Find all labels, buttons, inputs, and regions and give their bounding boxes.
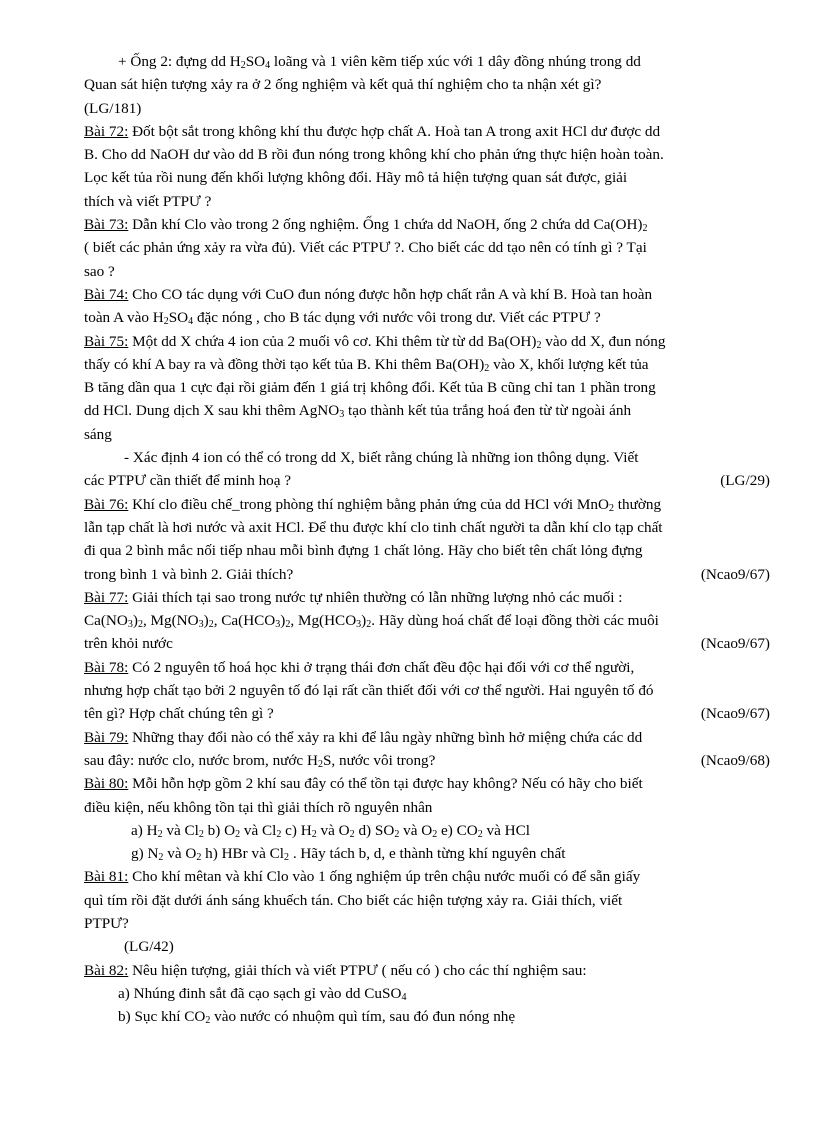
exercise-label: Bài 73: — [84, 216, 129, 234]
text-line — [84, 50, 770, 73]
text-run: (LG/42) — [124, 938, 174, 956]
exercise-label: Bài 81: — [84, 868, 129, 886]
text-line — [84, 190, 770, 213]
text-run: Giải thích tại sao trong nước tự nhiên thường có lẫn những lượng nhỏ các muối : — [128, 588, 623, 606]
text-line — [84, 609, 770, 632]
subscript: 2 — [484, 362, 490, 374]
text-run: g) N — [131, 845, 159, 863]
exercise-label: Bài 74: — [84, 285, 129, 303]
text-run: b) O — [203, 821, 236, 839]
exercise-heading-line — [84, 213, 770, 236]
source-reference: (LG/29) — [720, 472, 770, 490]
exercise-label: Bài 77: — [84, 588, 129, 606]
text-line — [84, 819, 770, 842]
source-reference: (Ncao9/67) — [700, 565, 770, 583]
text-run: đặc nóng , cho B tác dụng với nước vôi trong dư. Viết các PTPƯ ? — [193, 309, 601, 327]
subscript: 2 — [349, 828, 355, 840]
text-run: d) SO — [354, 821, 395, 839]
text-run: - Xác định 4 ion có thể có trong dd X, biết rằng chúng là những ion thông dụng. Viết — [124, 449, 639, 467]
document-body — [84, 50, 770, 1028]
subscript: 3 — [198, 619, 204, 631]
subscript: 2 — [642, 223, 648, 235]
text-run: nhưng hợp chất tạo bởi 2 nguyên tố đó lại rất cần thiết đối với cơ thể người. Hai nguyên tố đó — [84, 682, 654, 700]
text-run: S, nước vôi trong? — [322, 751, 436, 769]
subscript: 3 — [127, 619, 133, 631]
exercise-heading-line — [84, 120, 770, 143]
text-line — [84, 376, 770, 399]
text-run: vào X, khối lượng kết tủa — [489, 355, 649, 373]
source-reference: (Ncao9/67) — [700, 635, 770, 653]
exercise-label: Bài 78: — [84, 658, 129, 676]
text-run: và O — [316, 821, 350, 839]
text-run: vào dd X, đun nóng — [541, 332, 666, 350]
text-line — [84, 353, 770, 376]
text-line — [84, 889, 770, 912]
text-run: và O — [163, 845, 197, 863]
text-run: Cho khí mêtan và khí Clo vào 1 ống nghiệm úp trên chậu nước muối có để sẵn giấy — [128, 868, 641, 886]
text-line — [84, 260, 770, 283]
source-reference: (Ncao9/68) — [700, 751, 770, 769]
text-line — [84, 469, 770, 492]
text-run: . Hãy dùng hoá chất để loại đồng thời các muôi — [371, 612, 659, 630]
subscript: 4 — [265, 60, 271, 71]
subscript: 2 — [394, 828, 400, 840]
text-line — [84, 399, 770, 422]
text-run: và O — [399, 821, 433, 839]
text-run: Khí clo điều chế_trong phòng thí nghiệm bằng phản ứng của dd HCl với MnO — [128, 495, 609, 513]
exercise-label: Bài 72: — [84, 122, 129, 140]
text-run: Nêu hiện tượng, giải thích và viết PTPƯ ( nếu có ) cho các thí nghiệm sau: — [128, 961, 587, 979]
text-run: Quan sát hiện tượng xảy ra ở 2 ống nghiệm và kết quả thí nghiệm cho ta nhận xét gì? — [84, 76, 602, 94]
exercise-heading-line — [84, 586, 770, 609]
exercise-label: Bài 76: — [84, 495, 129, 513]
text-line — [84, 236, 770, 259]
text-line — [84, 563, 770, 586]
text-run: c) H — [281, 821, 312, 839]
subscript: 2 — [208, 619, 214, 631]
text-line — [84, 702, 770, 725]
text-line — [84, 842, 770, 865]
exercise-heading-line — [84, 330, 770, 353]
text-run: trên khỏi nước — [84, 635, 173, 653]
text-run: + Ống 2: đựng dd H — [118, 53, 241, 70]
text-run: , Mg(HCO — [290, 612, 357, 630]
text-line — [84, 796, 770, 819]
text-run: tên gì? Hợp chất chúng tên gì ? — [84, 705, 274, 723]
exercise-heading-line — [84, 772, 770, 795]
text-run: và Cl — [240, 821, 277, 839]
text-run: thích và viết PTPƯ ? — [84, 192, 212, 210]
text-line — [84, 679, 770, 702]
text-line — [84, 423, 770, 446]
text-run: thấy có khí A bay ra và đồng thời tạo kết tủa B. Khi thêm Ba(OH) — [84, 355, 485, 373]
subscript: 4 — [401, 991, 407, 1003]
exercise-label: Bài 80: — [84, 775, 129, 793]
text-line — [84, 516, 770, 539]
text-line — [84, 1005, 770, 1028]
subscript: 2 — [608, 502, 614, 514]
subscript: 3 — [356, 619, 362, 631]
text-run: và HCl — [482, 821, 530, 839]
text-run: h) HBr và Cl — [201, 845, 285, 863]
subscript: 2 — [198, 828, 204, 840]
subscript: 2 — [163, 316, 169, 328]
subscript: 2 — [432, 828, 438, 840]
text-run: ) — [361, 612, 367, 630]
subscript: 3 — [275, 619, 281, 631]
text-run: . Hãy tách b, d, e thành từng khí nguyên chất — [289, 845, 566, 863]
exercise-label: Bài 82: — [84, 961, 129, 979]
subscript: 2 — [477, 828, 483, 840]
text-line — [84, 982, 770, 1005]
text-run: điều kiện, nếu không tồn tại thì giải thích rõ nguyên nhân — [84, 798, 433, 816]
text-run: Ca(NO — [84, 612, 128, 630]
text-line — [84, 73, 770, 96]
subscript: 2 — [196, 852, 202, 864]
text-line — [84, 97, 770, 120]
source-reference: (Ncao9/67) — [700, 705, 770, 723]
subscript: 2 — [276, 828, 282, 840]
exercise-heading-line — [84, 726, 770, 749]
exercise-label: Bài 75: — [84, 332, 129, 350]
subscript: 3 — [339, 409, 345, 421]
subscript: 2 — [536, 339, 542, 351]
text-run: ) — [132, 612, 138, 630]
exercise-label: Bài 79: — [84, 728, 129, 746]
text-run: Dẫn khí Clo vào trong 2 ống nghiệm. Ống 1 chứa dd NaOH, ống 2 chứa dd Ca(OH) — [128, 216, 643, 234]
subscript: 4 — [188, 316, 194, 328]
text-run: e) CO — [437, 821, 478, 839]
text-line — [84, 143, 770, 166]
exercise-heading-line — [84, 493, 770, 516]
text-run: sao ? — [84, 262, 115, 280]
text-line — [84, 749, 770, 772]
subscript: 2 — [285, 619, 291, 631]
text-line — [84, 446, 770, 469]
text-run: (LG/181) — [84, 99, 142, 117]
text-line — [84, 539, 770, 562]
text-run: PTPƯ? — [84, 914, 129, 932]
text-run: B tăng dần qua 1 cực đại rồi giảm đến 1 giá trị không đổi. Kết tủa B cũng chỉ tan 1 phần trong — [84, 379, 656, 397]
text-run: Có 2 nguyên tố hoá học khi ở trạng thái đơn chất đều độc hại đối với cơ thể người, — [128, 658, 635, 676]
subscript: 2 — [137, 619, 143, 631]
subscript: 2 — [311, 828, 317, 840]
text-run: B. Cho dd NaOH dư vào dd B rồi đun nóng trong không khí cho phản ứng thực hiện hoàn toàn. — [84, 146, 664, 164]
text-run: sau đây: nước clo, nước brom, nước H — [84, 751, 318, 769]
text-line — [84, 935, 770, 958]
text-run: sáng — [84, 425, 112, 443]
subscript: 2 — [157, 828, 163, 840]
text-run: trong bình 1 và bình 2. Giải thích? — [84, 565, 294, 583]
subscript: 2 — [240, 60, 246, 71]
text-run: , Mg(NO — [142, 612, 199, 630]
text-run: vào nước có nhuộm quì tím, sau đó đun nóng nhẹ — [210, 1008, 516, 1026]
subscript: 2 — [284, 852, 290, 864]
exercise-heading-line — [84, 283, 770, 306]
text-run: ) — [280, 612, 286, 630]
exercise-heading-line — [84, 865, 770, 888]
subscript: 2 — [235, 828, 241, 840]
text-run: và Cl — [162, 821, 199, 839]
text-run: , Ca(HCO — [213, 612, 276, 630]
text-run: SO — [245, 53, 266, 70]
text-line — [84, 166, 770, 189]
text-line — [84, 306, 770, 329]
text-line — [84, 912, 770, 935]
text-run: Cho CO tác dụng với CuO đun nóng được hỗn hợp chất rắn A và khí B. Hoà tan hoàn — [128, 285, 653, 303]
text-run: ) — [203, 612, 209, 630]
text-run: a) Nhúng đinh sắt đã cạo sạch gỉ vào dd CuSO — [118, 984, 402, 1002]
text-run: dd HCl. Dung dịch X sau khi thêm AgNO — [84, 402, 340, 420]
text-run: thường — [613, 495, 662, 513]
subscript: 2 — [205, 1015, 211, 1027]
text-run: a) H — [131, 821, 158, 839]
text-run: ( biết các phản ứng xảy ra vừa đủ). Viết các PTPƯ ?. Cho biết các dd tạo nên có tính gì ? Tại — [84, 239, 647, 257]
subscript: 2 — [366, 619, 372, 631]
exercise-heading-line — [84, 959, 770, 982]
text-run: b) Sục khí CO — [118, 1008, 206, 1026]
text-run: lẫn tạp chất là hơi nước và axit HCl. Để thu được khí clo tinh chất người ta dẫn khí clo tạp chất — [84, 518, 663, 536]
text-run: các PTPƯ cần thiết để minh hoạ ? — [84, 472, 292, 490]
subscript: 2 — [317, 758, 323, 770]
text-run: loãng và 1 viên kẽm tiếp xúc với 1 dây đồng nhúng trong dd — [270, 53, 641, 70]
text-run: đi qua 2 bình mắc nối tiếp nhau mỗi bình đựng 1 chất lỏng. Hãy cho biết tên chất lỏng đựng — [84, 542, 643, 560]
text-run: quì tím rồi đặt dưới ánh sáng khuếch tán. Cho biết các hiện tượng xảy ra. Giải thích, viết — [84, 891, 623, 909]
text-run: Những thay đổi nào có thể xảy ra khi để lâu ngày những bình hở miệng chứa các dd — [128, 728, 643, 746]
exercise-heading-line — [84, 656, 770, 679]
text-run: Mỗi hỗn hợp gồm 2 khí sau đây có thể tồn tại được hay không? Nếu có hãy cho biết — [128, 775, 643, 793]
text-run: Lọc kết tủa rồi nung đến khối lượng không đổi. Hãy mô tả hiện tượng quan sát được, giải — [84, 169, 628, 187]
text-run: SO — [168, 309, 189, 327]
subscript: 2 — [158, 852, 164, 864]
text-run: Một dd X chứa 4 ion của 2 muối vô cơ. Khi thêm từ từ dd Ba(OH) — [128, 332, 537, 350]
text-run: Đốt bột sắt trong không khí thu được hợp chất A. Hoà tan A trong axit HCl dư được dd — [128, 122, 661, 140]
text-run: toàn A vào H — [84, 309, 164, 327]
text-run: tạo thành kết tủa trắng hoá đen từ từ ngoài ánh — [344, 402, 632, 420]
text-line — [84, 632, 770, 655]
